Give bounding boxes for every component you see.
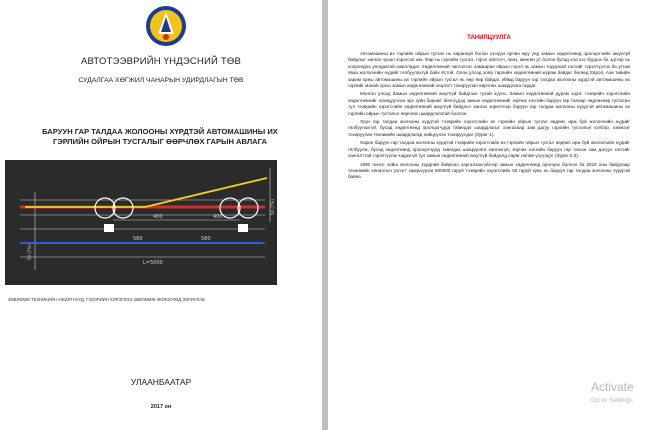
department-name: СУДАЛГАА ХӨГЖИЛ ЧАНАРЫН УДИРДЛАГЫН ТӨВ bbox=[78, 77, 244, 84]
dim-label-length: L=5000 bbox=[143, 260, 163, 266]
dim-label-400-b: 400 bbox=[213, 214, 223, 220]
activation-watermark bbox=[591, 380, 650, 404]
dim-label-580-b: 580 bbox=[201, 236, 211, 242]
dim-label-400-a: 400 bbox=[153, 214, 163, 220]
headlight-beam-diagram bbox=[5, 160, 277, 285]
intro-paragraph-4: Харин баруун гар талдаа жолооны хүрдтэй тээврийн хэрэгслийн их гэрлийн ойрын тусгал өөдөөс ирж буй жолоочийн нүдийг гялбуулж, бусад хөдөлгөөнд оролцогчдод тавигдах шаардлага хангахгүй, зорчих хэсгийн баруун гар талын зам дагуух хэсгийг хангалттай гэрэлтүүлж чадахгүй тул замын хөдөлгөөний аюулгүй байдалд сөрөг нөлөө үзүүлдэг (Зураг-2,3). bbox=[348, 140, 630, 159]
dim-label-vertical-a: 50 (7%) bbox=[27, 244, 32, 260]
introduction-body bbox=[348, 51, 630, 183]
figure-caption: ЗӨВЛӨМЖ ТЕХНИКИЙН АЖИЛТНУУД, ГЭЗЭРИЙН ХЭРЭГЛЭЭ ЗӨВЛӨМЖ ЖОЛООЧИД ЗОРИУЛАВ bbox=[8, 297, 205, 302]
cover-page bbox=[0, 0, 323, 430]
org-logo-icon bbox=[144, 4, 188, 48]
document-title-line-1: БАРУУН ГАР ТАЛДАА ЖОЛООНЫ ХҮРДТЭЙ АВТОМАШИНЫ ИХ bbox=[42, 127, 278, 136]
intro-paragraph-2: Монгол улсад Замын хөдөлгөөний аюулгүй байдлын тухай хууль, Замын хөдөлгөөний дүрэм зэрэг тээврийн хэрэгслийн хөдөлгөөнийг зохицуулсан эрх зүйн баримт бичгүүдэд замын хөдөлгөөнийг зорчих хэсгийн баруун гар талаар хөдлөхөөр тусгасан тул тээврийн хэрэгслийн хөдөлгөөний аюулгүй байдлыг хангах зорилгоор баруун гар талдаа жолооны хүрдтэй автомашины их гэрлийн ойрын тусгалыг өөрчлөх шаардлагатай болсон. bbox=[348, 91, 630, 116]
introduction-page bbox=[328, 0, 650, 430]
org-title: АВТОТЭЭВРИЙН ҮНДЭСНИЙ ТӨВ bbox=[80, 56, 242, 67]
document-title bbox=[24, 127, 296, 147]
watermark-title: Activate bbox=[591, 380, 634, 394]
watermark-subtitle: Go to Settings bbox=[591, 397, 633, 404]
document-title-line-2: ГЭРЛИЙН ОЙРЫН ТУСГАЛЫГ ӨӨРЧЛӨХ ГАРЫН АВЛАГА bbox=[53, 137, 267, 146]
city-name: УЛААНБААТАР bbox=[130, 377, 192, 387]
intro-paragraph-1: Автомашины их гэрлийн ойрын тусгал нь харанхуй болон үзэгдэх орчин муу үед замын хөдөлгөөнд оролцогчийн аюулгүй байдлыг хангах чухал хэрэгсэл юм. Фар нь гэрлийн тусгал, гэрэл ойлгогч, линз, мөнгөн ус болон бусад хэсгээс бүрдэх ба эдгээр нь хоорондоо уялдаатай ажилладаг. Хөдөлгөөний чиглэлээс хамааран ойрын гэрэл нь замын тодорхой хэсгийг гэрэлтүүлэх ба угтаж яваа жолоочийн нүдийг гялбуулахгүй байх ёстой. Олон улсад хоёр төрлийн хөдөлгөөний журам байдаг бөгөөд Европ, Ази тивийн зарим орны автомашины их гэрлийн ойрын тусгал нь өөр өөр байдаг. Иймд баруун гар талдаа жолооны хүрдтэй автомашины их гэрлийг манай орны замын хөдөлгөөний онцлогт тохируулан өөрчлөх шаардлага гардаг. bbox=[348, 51, 630, 89]
publication-year: 2017 он bbox=[150, 404, 172, 410]
intro-paragraph-3: Зүүн гар талдаа жолооны хүрдтэй тээврийн хэрэгслийн их гэрлийн ойрын тусгал өөдөөс ирж буй жолоочийн нүдийг гялбуулахгүй, бусад хөдөлгөөнд оролцогчдод тавигдах шаардлагыг хангахаар зам дагуу гэрлийн тусгалын хэлбэр, хэмжээг тохируулан техникийн шаардлагад нийцүүлэн тохируулдаг (Зураг-1). bbox=[348, 119, 630, 137]
intro-paragraph-5: 1990 оноос хойш жолооны хүрдний байрлал харгалзахгүйгээр замын хөдөлгөөнд оролцох болсон ба 2016 оны байдлаар техникийн хяналтын үзлэгт хамрагдсан 500000 гаруй тээврийн хэрэгслийн 50 гаруй хувь нь баруун гар талдаа жолооны хүрдтэй байна. bbox=[348, 161, 630, 180]
introduction-heading: ТАНИЛЦУУЛГА bbox=[467, 35, 511, 41]
dim-label-vertical-b: 50 (7%) bbox=[270, 199, 275, 215]
dim-label-580-a: 580 bbox=[133, 236, 143, 242]
